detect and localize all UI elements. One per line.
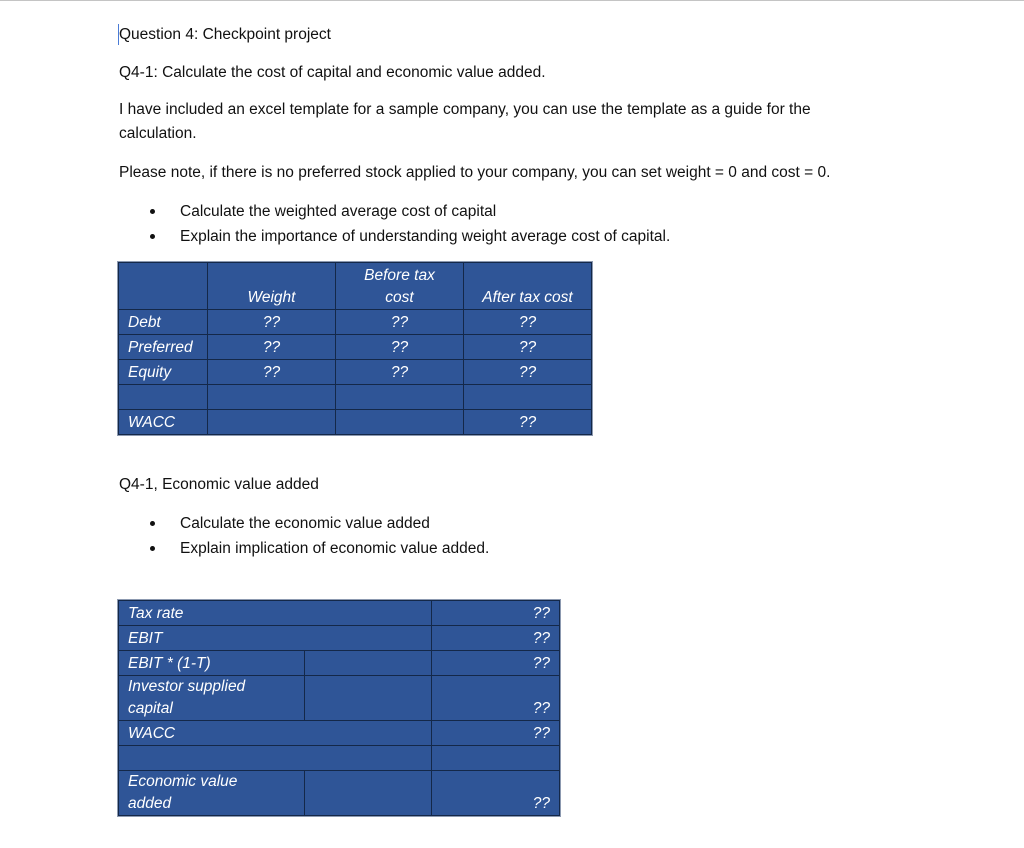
row-label: WACC [119, 410, 208, 435]
after-tax-cell[interactable]: ?? [464, 360, 592, 385]
intro-line-1: I have included an excel template for a sample company, you can use the template as a guide for the [119, 101, 811, 118]
bullet-icon [150, 209, 155, 214]
value-cell[interactable]: ?? [432, 626, 560, 651]
table-row [119, 721, 560, 746]
value-cell[interactable]: ?? [432, 676, 560, 721]
blank-cell[interactable] [119, 385, 208, 410]
bullet-icon [150, 546, 155, 551]
weight-cell[interactable]: ?? [208, 360, 336, 385]
row-label: Equity [119, 360, 208, 385]
row-label: EBIT [119, 626, 432, 651]
blank-cell[interactable] [304, 771, 432, 816]
value-cell[interactable]: ?? [432, 721, 560, 746]
value-cell[interactable]: ?? [432, 651, 560, 676]
preferred-note: Please note, if there is no preferred stock applied to your company, you can set weight = 0 and cost = 0. [119, 164, 831, 181]
before-tax-cell[interactable]: ?? [336, 335, 464, 360]
header-blank [119, 263, 208, 310]
bullet-icon [150, 521, 155, 526]
value-cell[interactable]: ?? [432, 771, 560, 816]
header-before-tax-cost: Before tax cost [336, 263, 464, 310]
table-row-wacc [119, 410, 592, 435]
table-row [119, 601, 560, 626]
row-label: Preferred [119, 335, 208, 360]
row-label: EBIT * (1-T) [119, 651, 305, 676]
blank-cell[interactable] [119, 746, 432, 771]
wacc-table [118, 262, 592, 435]
page-top-border [0, 0, 1024, 1]
row-label: Investor supplied capital [119, 676, 305, 721]
weight-cell[interactable]: ?? [208, 335, 336, 360]
wacc-value-cell[interactable]: ?? [464, 410, 592, 435]
blank-cell[interactable] [208, 410, 336, 435]
eva-table [118, 600, 560, 816]
header-weight: Weight [208, 263, 336, 310]
blank-cell[interactable] [304, 651, 432, 676]
before-tax-cell[interactable]: ?? [336, 310, 464, 335]
row-label: Economic value added [119, 771, 305, 816]
wacc-table-header [119, 263, 592, 310]
value-cell[interactable]: ?? [432, 601, 560, 626]
row-label: WACC [119, 721, 432, 746]
after-tax-cell[interactable]: ?? [464, 335, 592, 360]
weight-cell[interactable]: ?? [208, 310, 336, 335]
table-row [119, 651, 560, 676]
intro-line-2: calculation. [119, 125, 197, 142]
question-title: Question 4: Checkpoint project [119, 26, 331, 43]
blank-cell[interactable] [304, 676, 432, 721]
table-row [119, 676, 560, 721]
eva-heading: Q4-1, Economic value added [119, 476, 319, 493]
after-tax-cell[interactable]: ?? [464, 310, 592, 335]
row-label: Debt [119, 310, 208, 335]
blank-cell[interactable] [336, 410, 464, 435]
blank-cell[interactable] [432, 746, 560, 771]
blank-cell[interactable] [208, 385, 336, 410]
table-row [119, 310, 592, 335]
table-row-blank [119, 746, 560, 771]
question-subtitle: Q4-1: Calculate the cost of capital and economic value added. [119, 64, 546, 81]
blank-cell[interactable] [336, 385, 464, 410]
row-label: Tax rate [119, 601, 432, 626]
table-row [119, 360, 592, 385]
table-row [119, 771, 560, 816]
table-row [119, 626, 560, 651]
before-tax-cell[interactable]: ?? [336, 360, 464, 385]
blank-cell[interactable] [464, 385, 592, 410]
header-after-tax-cost: After tax cost [464, 263, 592, 310]
table-row-blank [119, 385, 592, 410]
table-row [119, 335, 592, 360]
bullet-icon [150, 234, 155, 239]
